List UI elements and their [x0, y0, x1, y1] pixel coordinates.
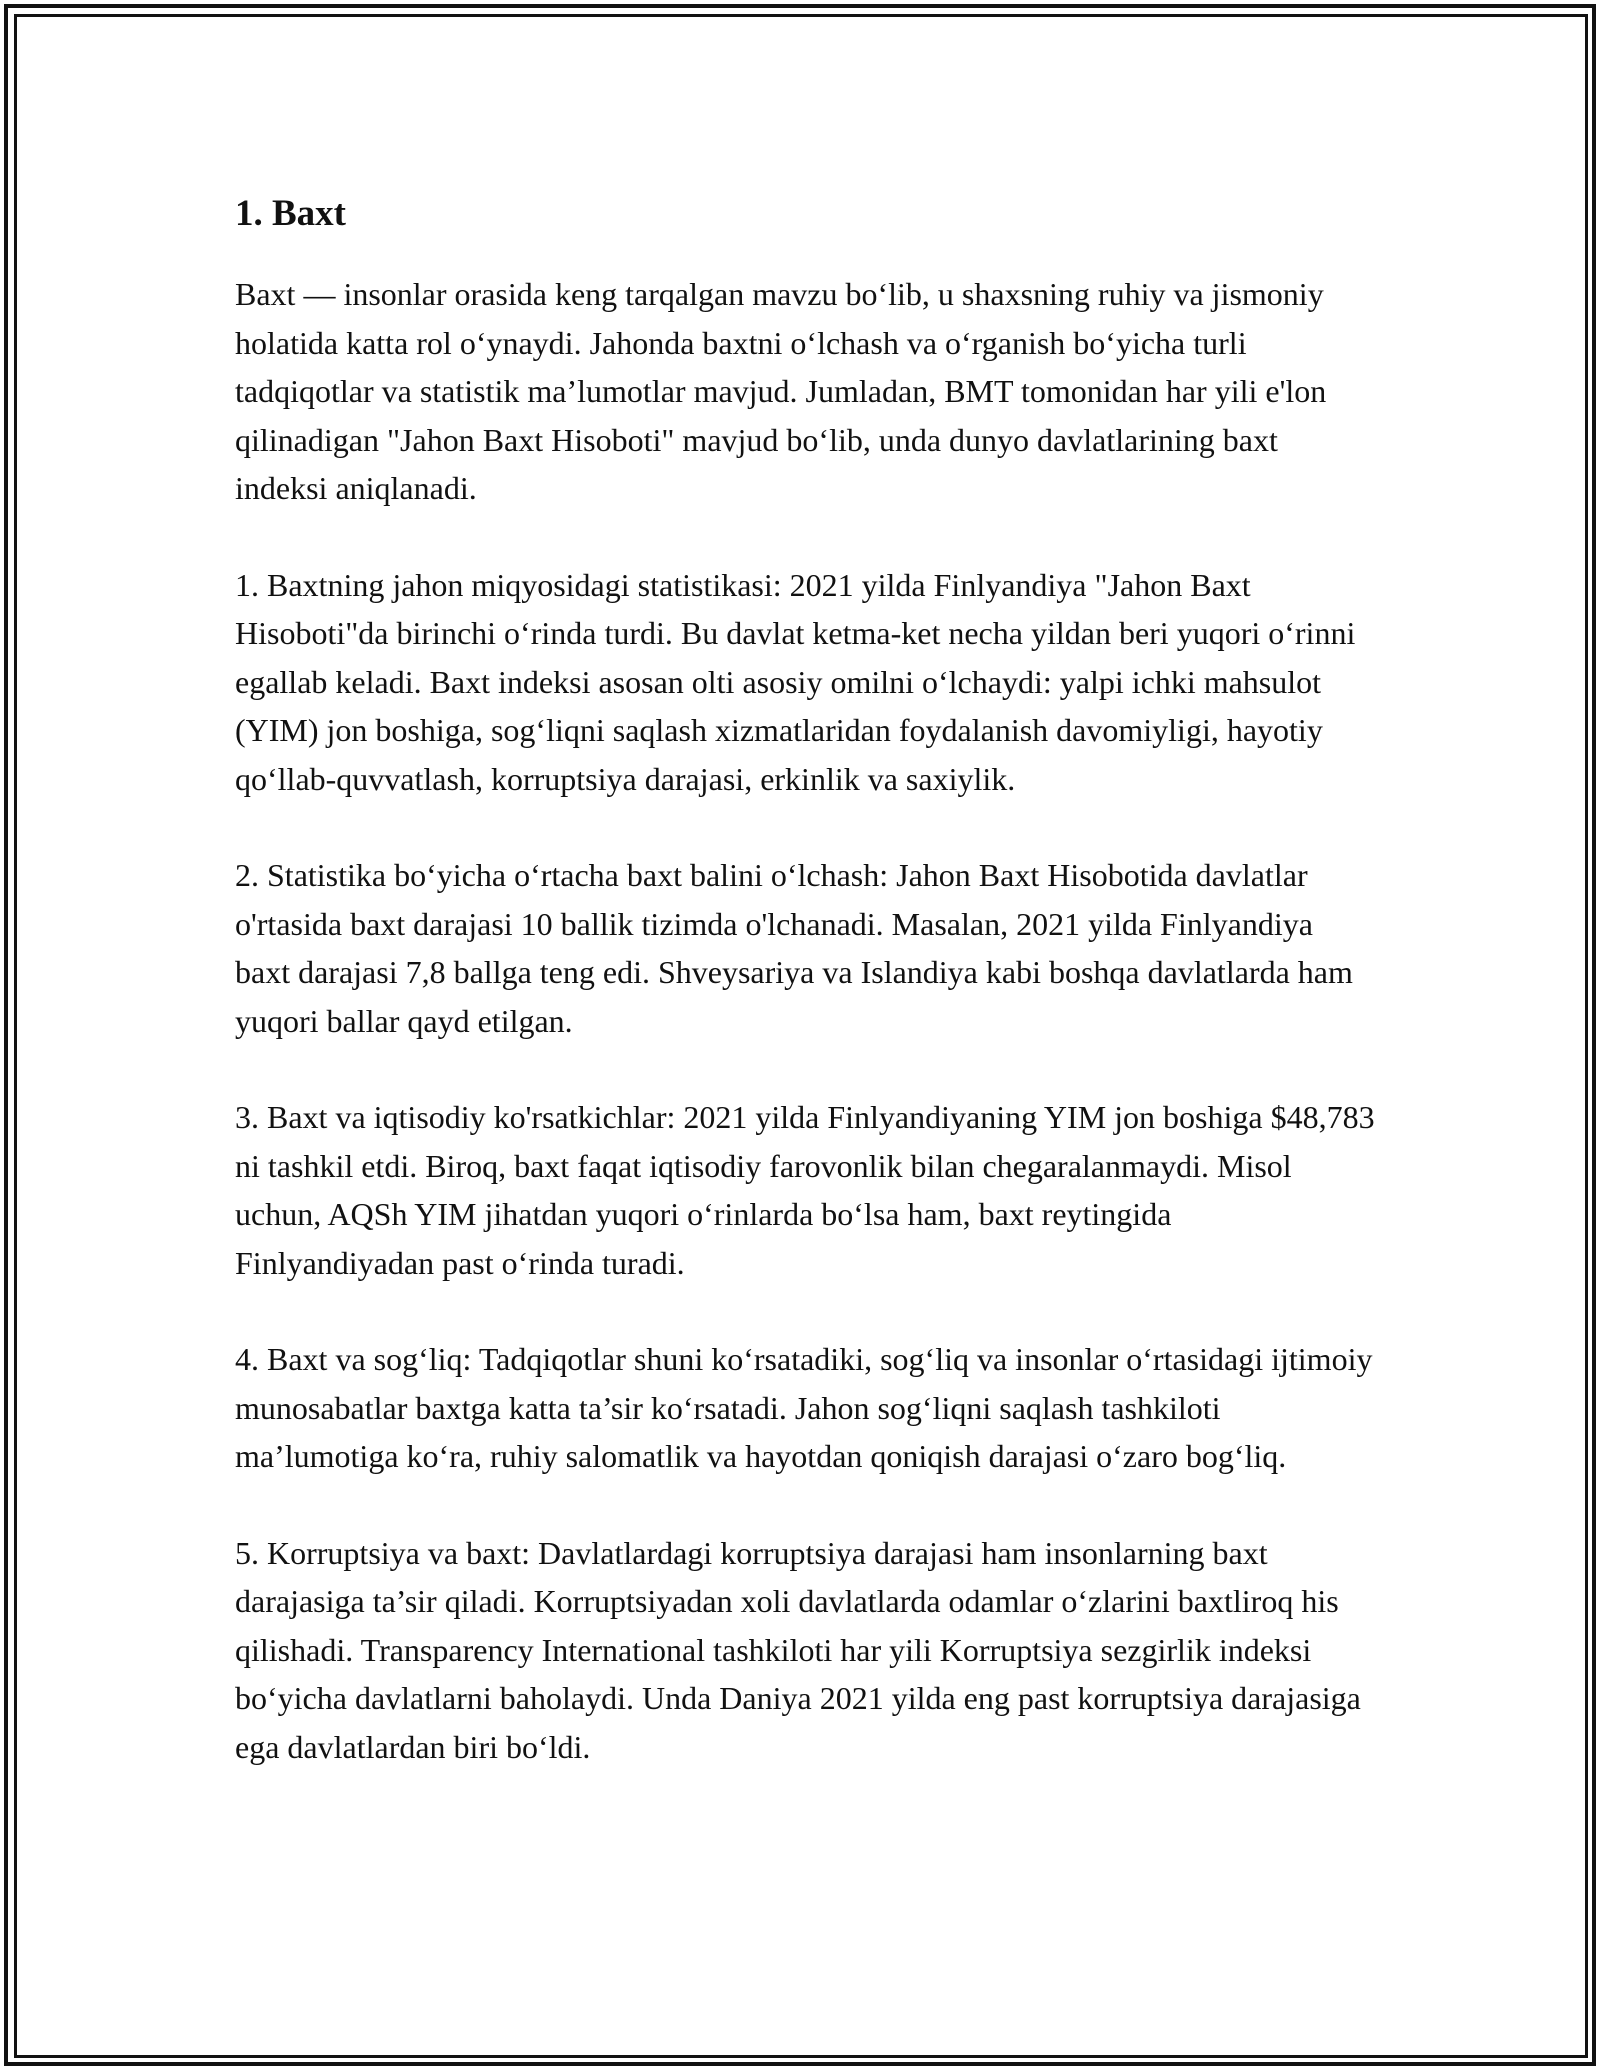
- paragraph-economic-indicators: 3. Baxt va iqtisodiy ko'rsatkichlar: 2021 yilda Finlyandiyaning YIM jon boshiga $48,783 ni tashkil etdi. Biroq, baxt faqat iqtisodiy farovonlik bilan chegaralanmaydi. Misol uchun, AQSh YIM jihatdan yuqori o‘rinlarda bo‘lsa ham, baxt reytingida Finlyandiyadan past o‘rinda turadi.: [235, 1099, 1375, 1281]
- section-heading: 1. Baxt: [235, 193, 346, 234]
- paragraph-corruption: 5. Korruptsiya va baxt: Davlatlardagi korruptsiya darajasi ham insonlarning baxt darajasiga ta’sir qiladi. Korruptsiyadan xoli davlatlarda odamlar o‘zlarini baxtliroq his qilishadi. Transparency International tashkiloti har yili Korruptsiya sezgirlik indeksi bo‘yicha davlatlarni baholaydi. Unda Daniya 2021 yilda eng past korruptsiya darajasiga ega davlatlardan biri bo‘ldi.: [235, 1534, 1361, 1765]
- paragraph-average-score: 2. Statistika bo‘yicha o‘rtacha baxt balini o‘lchash: Jahon Baxt Hisobotida davlatlar o'rtasida baxt darajasi 10 ballik tizimda o'lchanadi. Masalan, 2021 yilda Finlyandiya baxt darajasi 7,8 ballga teng edi. Shveysariya va Islandiya kabi boshqa davlatlarda ham yuqori ballar qayd etilgan.: [235, 857, 1353, 1039]
- paragraph-health: 4. Baxt va sog‘liq: Tadqiqotlar shuni ko‘rsatadiki, sog‘liq va insonlar o‘rtasidagi ijtimoiy munosabatlar baxtga katta ta’sir ko‘rsatadi. Jahon sog‘liqni saqlash tashkiloti ma’lumotiga ko‘ra, ruhiy salomatlik va hayotdan qoniqish darajasi o‘zaro bog‘liq.: [235, 1341, 1373, 1474]
- document-body: [235, 188, 1375, 1819]
- paragraph-global-statistics: 1. Baxtning jahon miqyosidagi statistikasi: 2021 yilda Finlyandiya "Jahon Baxt Hisoboti"da birinchi o‘rinda turdi. Bu davlat ketma-ket necha yildan beri yuqori o‘rinni egallab keladi. Baxt indeksi asosan olti asosiy omilni o‘lchaydi: yalpi ichki mahsulot (YIM) jon boshiga, sog‘liqni saqlash xizmatlaridan foydalanish davomiyligi, hayotiy qo‘llab-quvvatlash, korruptsiya darajasi, erkinlik va saxiylik.: [235, 566, 1356, 797]
- intro-paragraph: Baxt — insonlar orasida keng tarqalgan mavzu bo‘lib, u shaxsning ruhiy va jismoniy holatida katta rol o‘ynaydi. Jahonda baxtni o‘lchash va o‘rganish bo‘yicha turli tadqiqotlar va statistik ma’lumotlar mavjud. Jumladan, BMT tomonidan har yili e'lon qilinadigan "Jahon Baxt Hisoboti" mavjud bo‘lib, unda dunyo davlatlarining baxt indeksi aniqlanadi.: [235, 276, 1327, 506]
